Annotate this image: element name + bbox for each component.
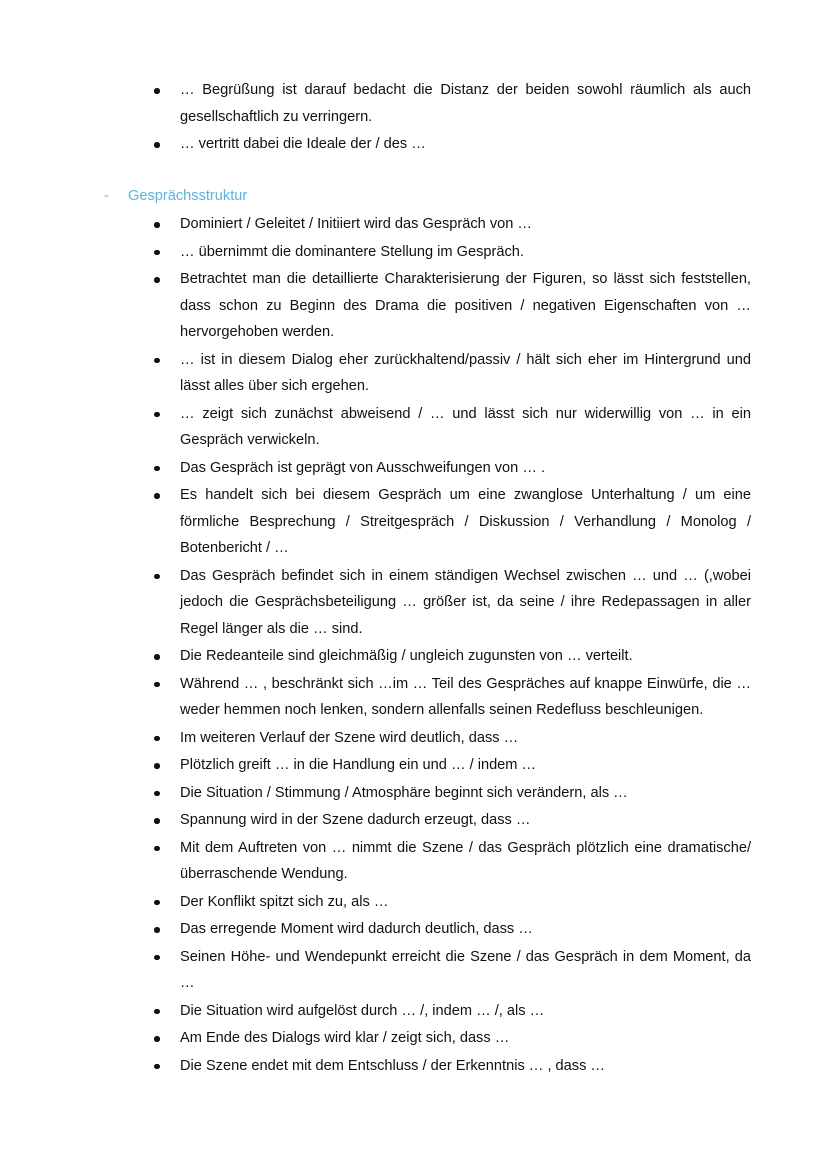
- list-item: [0, 211, 828, 238]
- list-item: [0, 998, 828, 1025]
- list-item-text: Die Redeanteile sind gleichmäßig / ungleich zugunsten von … verteilt.: [180, 648, 633, 664]
- gespraechsstruktur-bullet-list: [0, 211, 828, 1080]
- list-item: [0, 401, 828, 454]
- list-item-text: Plötzlich greift … in die Handlung ein und … / indem …: [180, 757, 537, 773]
- list-item-text: Dominiert / Geleitet / Initiiert wird das Gespräch von …: [180, 216, 533, 232]
- bullet-icon: [154, 493, 160, 499]
- list-item: [0, 643, 828, 670]
- list-item: [0, 1053, 828, 1080]
- list-item-text: Im weiteren Verlauf der Szene wird deutlich, dass …: [180, 729, 519, 746]
- section-dash: -: [104, 188, 109, 204]
- list-item-text: Das Gespräch ist geprägt von Ausschweifungen von … .: [180, 459, 546, 476]
- list-item: [0, 725, 828, 752]
- list-item-text: Mit dem Auftreten von … nimmt die Szene / das Gespräch plötzlich eine dramatische/ überraschende Wendung.: [180, 839, 751, 882]
- list-item-text: Das Gespräch befindet sich in einem ständigen Wechsel zwischen … und … (,wobei jedoch die Gesprächsbeteiligung … größer ist, da seine / ihre Redepassagen in aller Regel länger als die … sind.: [180, 567, 751, 637]
- bullet-icon: [154, 142, 160, 148]
- bullet-icon: [154, 736, 160, 742]
- list-item-text: … zeigt sich zunächst abweisend / … und lässt sich nur widerwillig von … in ein Gespräch verwickeln.: [180, 405, 751, 448]
- list-item-text: Die Szene endet mit dem Entschluss / der Erkenntnis … , dass …: [180, 1057, 606, 1074]
- list-item: [0, 131, 828, 158]
- list-item: [0, 671, 828, 724]
- bullet-icon: [154, 927, 160, 933]
- list-item: [0, 889, 828, 916]
- list-item: [0, 807, 828, 834]
- section-title: Gesprächsstruktur: [128, 188, 248, 204]
- list-item: [0, 780, 828, 807]
- section-heading: [0, 183, 828, 209]
- list-item: [0, 563, 828, 643]
- list-item-text: Seinen Höhe- und Wendepunkt erreicht die Szene / das Gespräch in dem Moment, da …: [180, 948, 751, 991]
- bullet-icon: [154, 654, 160, 660]
- list-item: [0, 916, 828, 943]
- bullet-icon: [154, 1064, 160, 1070]
- bullet-icon: [154, 574, 160, 580]
- bullet-icon: [154, 818, 160, 824]
- list-item-text: Die Situation wird aufgelöst durch … /, indem … /, als …: [180, 1002, 545, 1019]
- list-item-text: Spannung wird in der Szene dadurch erzeugt, dass …: [180, 812, 531, 828]
- list-item: [0, 77, 828, 130]
- list-item-text: … übernimmt die dominantere Stellung im Gespräch.: [180, 243, 524, 260]
- list-item-text: … Begrüßung ist darauf bedacht die Distanz der beiden sowohl räumlich als auch gesellschaftlich zu verringern.: [180, 82, 751, 125]
- bullet-icon: [154, 955, 160, 961]
- bullet-icon: [154, 791, 160, 797]
- list-item-text: Betrachtet man die detaillierte Charakterisierung der Figuren, so lässt sich feststellen, dass schon zu Beginn des Drama die positiven / negativen Eigenschaften von … hervorgehoben werden.: [180, 271, 751, 340]
- bullet-icon: [154, 846, 160, 852]
- list-item-text: Am Ende des Dialogs wird klar / zeigt sich, dass …: [180, 1030, 510, 1046]
- list-item-text: Es handelt sich bei diesem Gespräch um eine zwanglose Unterhaltung / um eine förmliche Besprechung / Streitgespräch / Diskussion / Verhandlung / Monolog / Botenbericht / …: [180, 487, 751, 556]
- list-item: [0, 482, 828, 562]
- list-item-text: … vertritt dabei die Ideale der / des …: [180, 136, 426, 152]
- bullet-icon: [154, 412, 160, 418]
- bullet-icon: [154, 250, 160, 256]
- bullet-icon: [154, 763, 160, 769]
- list-item: [0, 347, 828, 400]
- list-item: [0, 1025, 828, 1052]
- list-item-text: Die Situation / Stimmung / Atmosphäre beginnt sich verändern, als …: [180, 784, 628, 801]
- list-item-text: … ist in diesem Dialog eher zurückhaltend/passiv / hält sich eher im Hintergrund und lässt alles über sich ergehen.: [180, 351, 751, 394]
- bullet-icon: [154, 466, 160, 472]
- list-item-text: Der Konflikt spitzt sich zu, als …: [180, 893, 389, 910]
- list-item-text: Das erregende Moment wird dadurch deutlich, dass …: [180, 921, 533, 937]
- bullet-icon: [154, 900, 160, 906]
- list-item-text: Während … , beschränkt sich …im … Teil des Gespräches auf knappe Einwürfe, die … weder hemmen noch lenken, sondern allenfalls seinen Redefluss beschleunigen.: [180, 675, 751, 718]
- list-item: [0, 266, 828, 346]
- bullet-icon: [154, 1036, 160, 1042]
- bullet-icon: [154, 88, 160, 94]
- list-item: [0, 239, 828, 266]
- bullet-icon: [154, 682, 160, 688]
- list-item: [0, 835, 828, 888]
- list-item: [0, 944, 828, 997]
- list-item: [0, 455, 828, 482]
- bullet-icon: [154, 277, 160, 283]
- top-bullet-list: [0, 77, 828, 159]
- bullet-icon: [154, 1009, 160, 1015]
- bullet-icon: [154, 358, 160, 364]
- bullet-icon: [154, 222, 160, 228]
- list-item: [0, 752, 828, 779]
